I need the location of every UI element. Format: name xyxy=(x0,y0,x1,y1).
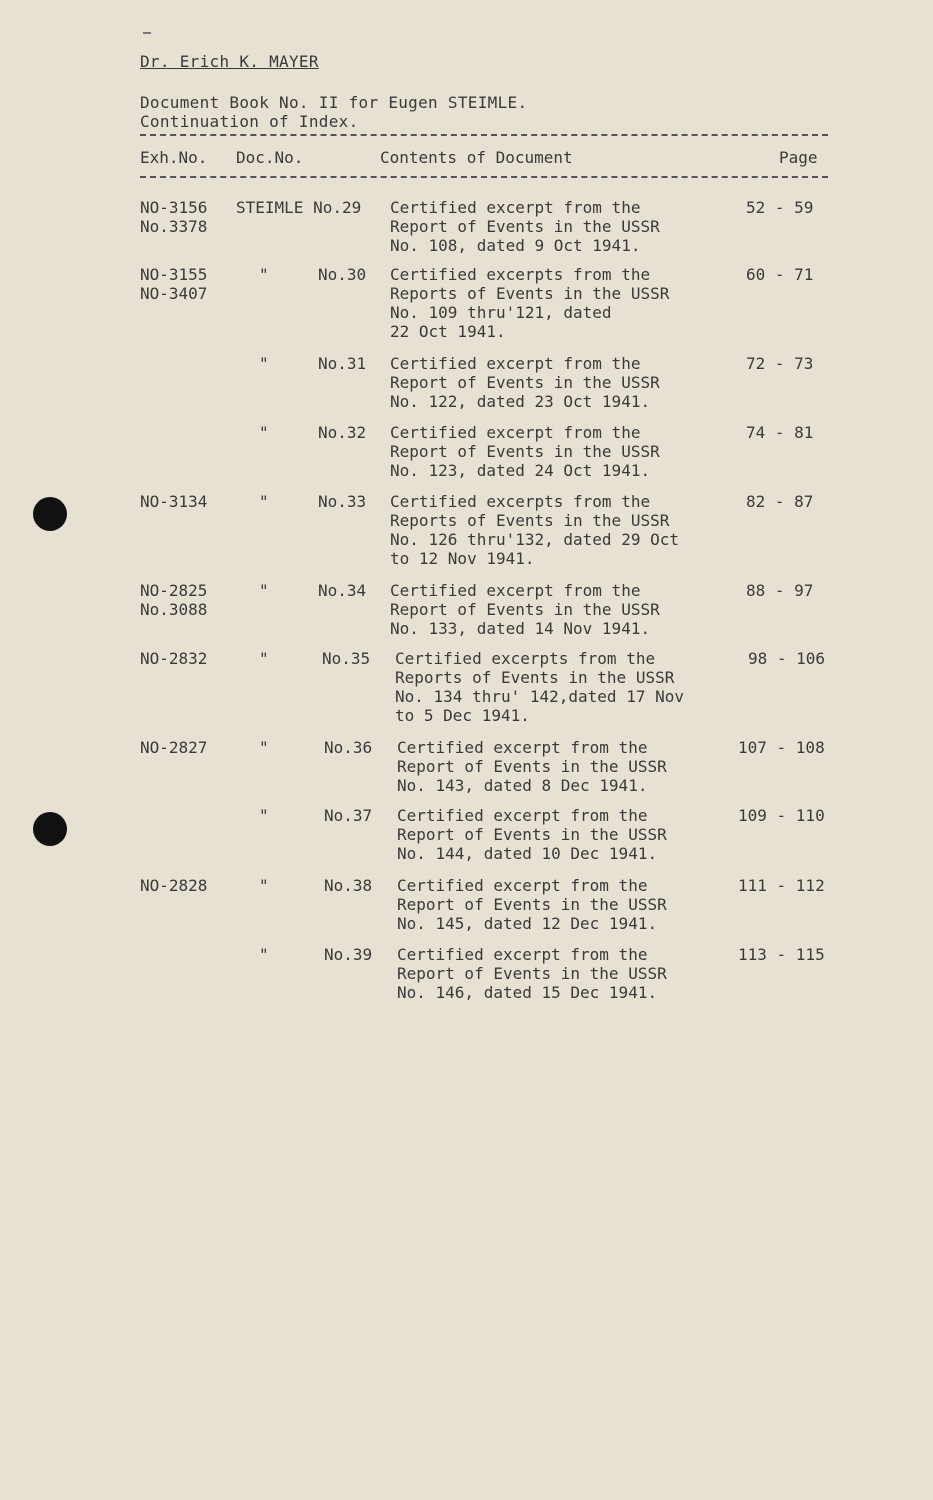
column-header-doc: Doc.No. xyxy=(236,148,304,167)
document-number: No.30 xyxy=(318,265,367,284)
ditto-mark: " xyxy=(259,738,269,757)
exhibit-number: NO-2825 No.3088 xyxy=(140,581,208,619)
document-contents: Certified excerpt from the Report of Events in the USSR No. 145, dated 12 Dec 1941. xyxy=(397,876,667,933)
ditto-mark: " xyxy=(259,876,269,895)
page-range: 52 - 59 xyxy=(746,198,814,217)
page-range: 74 - 81 xyxy=(746,423,814,442)
ditto-mark: " xyxy=(259,649,269,668)
page-range: 60 - 71 xyxy=(746,265,814,284)
document-contents: Certified excerpt from the Report of Events in the USSR No. 144, dated 10 Dec 1941. xyxy=(397,806,667,863)
document-contents: Certified excerpt from the Report of Events in the USSR No. 133, dated 14 Nov 1941. xyxy=(390,581,660,638)
exhibit-number: NO-2828 xyxy=(140,876,208,895)
document-number: No.39 xyxy=(324,945,373,964)
page-range: 109 - 110 xyxy=(738,806,825,825)
document-number: No.32 xyxy=(318,423,367,442)
ditto-mark: " xyxy=(259,423,269,442)
document-number: No.35 xyxy=(322,649,371,668)
ditto-mark: " xyxy=(259,354,269,373)
exhibit-number: NO-3156 No.3378 xyxy=(140,198,208,236)
page-range: 113 - 115 xyxy=(738,945,825,964)
document-contents: Certified excerpt from the Report of Events in the USSR No. 146, dated 15 Dec 1941. xyxy=(397,945,667,1002)
document-contents: Certified excerpt from the Report of Events in the USSR No. 108, dated 9 Oct 1941. xyxy=(390,198,660,255)
exhibit-number: NO-2832 xyxy=(140,649,208,668)
ditto-mark: " xyxy=(259,945,269,964)
document-contents: Certified excerpt from the Report of Events in the USSR No. 143, dated 8 Dec 1941. xyxy=(397,738,667,795)
divider-header xyxy=(140,176,828,178)
document-number: No.31 xyxy=(318,354,367,373)
column-header-exh: Exh.No. xyxy=(140,148,208,167)
document-contents: Certified excerpt from the Report of Events in the USSR No. 122, dated 23 Oct 1941. xyxy=(390,354,660,411)
document-number: No.36 xyxy=(324,738,373,757)
divider-top xyxy=(140,134,828,136)
column-header-contents: Contents of Document xyxy=(380,148,573,167)
punch-hole xyxy=(33,497,67,531)
pencil-mark xyxy=(143,32,151,34)
column-header-page: Page xyxy=(779,148,818,167)
document-contents: Certified excerpts from the Reports of Events in the USSR No. 134 thru' 142,dated 17 Nov to 5 Dec 1941. xyxy=(395,649,684,725)
page-range: 88 - 97 xyxy=(746,581,814,600)
page-range: 98 - 106 xyxy=(748,649,826,668)
document-number: No.34 xyxy=(318,581,367,600)
document-contents: Certified excerpt from the Report of Events in the USSR No. 123, dated 24 Oct 1941. xyxy=(390,423,660,480)
exhibit-number: NO-3155 NO-3407 xyxy=(140,265,208,303)
document-number: No.38 xyxy=(324,876,373,895)
page-range: 107 - 108 xyxy=(738,738,825,757)
page-range: 111 - 112 xyxy=(738,876,825,895)
document-contents: Certified excerpts from the Reports of Events in the USSR No. 126 thru'132, dated 29 Oct to 12 Nov 1941. xyxy=(390,492,679,568)
continuation-label: Continuation of Index. xyxy=(140,112,359,131)
document-number: No.37 xyxy=(324,806,373,825)
page-range: 82 - 87 xyxy=(746,492,814,511)
document-book-title: Document Book No. II for Eugen STEIMLE. xyxy=(140,93,528,112)
exhibit-number: NO-3134 xyxy=(140,492,208,511)
ditto-mark: " xyxy=(259,581,269,600)
ditto-mark: " xyxy=(259,492,269,511)
author-heading: Dr. Erich K. MAYER xyxy=(140,52,319,71)
ditto-mark: " xyxy=(259,265,269,284)
document-number: No.33 xyxy=(318,492,367,511)
page-range: 72 - 73 xyxy=(746,354,814,373)
ditto-mark: " xyxy=(259,806,269,825)
punch-hole xyxy=(33,812,67,846)
exhibit-number: NO-2827 xyxy=(140,738,208,757)
document-number: STEIMLE No.29 xyxy=(236,198,362,217)
document-contents: Certified excerpts from the Reports of Events in the USSR No. 109 thru'121, dated 22 Oct 1941. xyxy=(390,265,670,341)
